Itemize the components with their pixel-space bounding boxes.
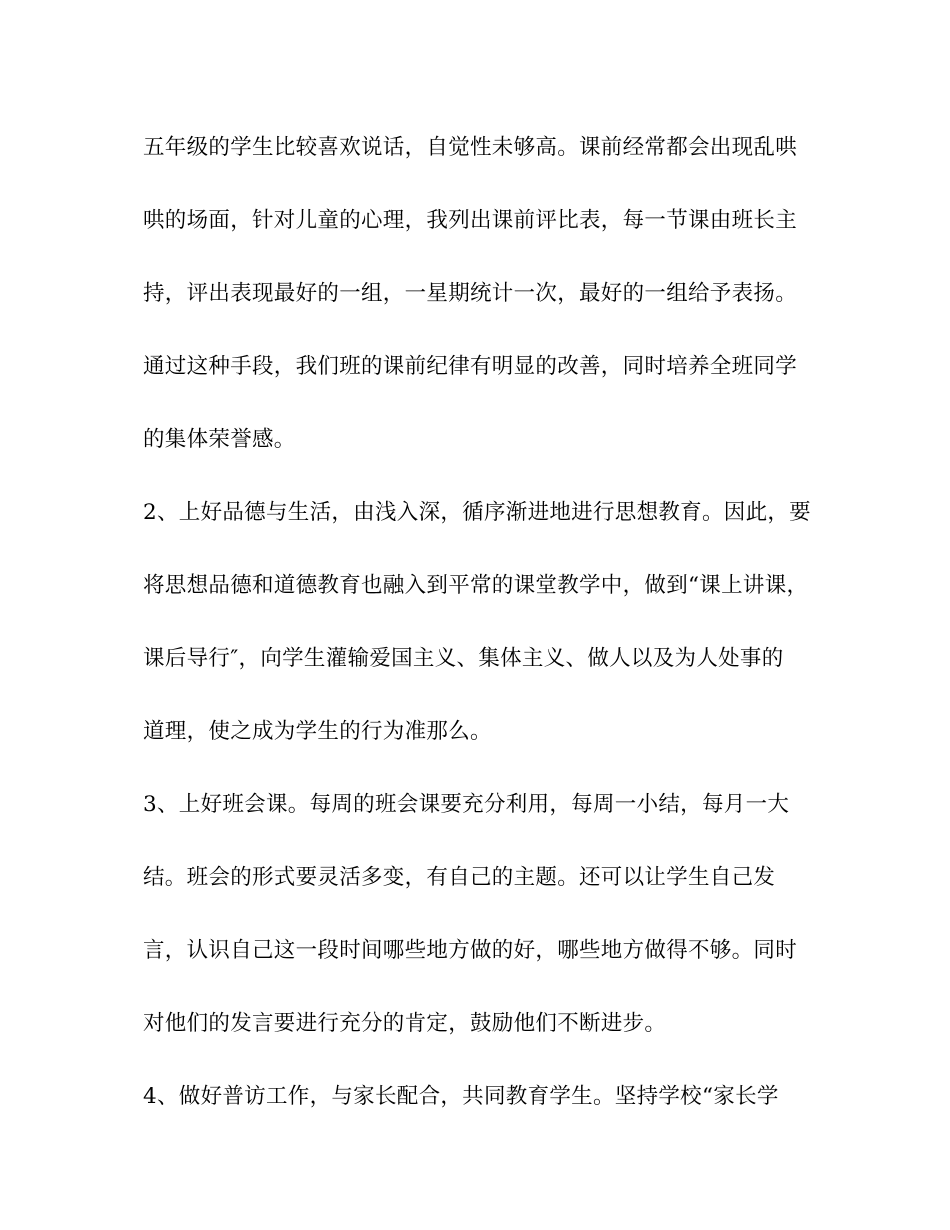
text-line-13: 对他们的发言要进行充分的肯定，鼓励他们不断进步。	[143, 1011, 667, 1036]
text-line-14: 4、做好普访工作，与家长配合，共同教育学生。坚持学校“家长学	[143, 1084, 779, 1109]
text-line-12: 言，认识自己这一段时间哪些地方做的好，哪些地方做得不够。同时	[143, 938, 798, 963]
text-line-1: 五年级的学生比较喜欢说话，自觉性未够高。课前经常都会出现乱哄	[143, 135, 798, 160]
text-line-10: 3、上好班会课。每周的班会课要充分利用，每周一小结，每月一大	[143, 792, 790, 817]
text-line-6: 2、上好品德与生活，由浅入深，循序渐进地进行思想教育。因此，要	[143, 500, 811, 525]
text-line-9: 道理，使之成为学生的行为准那么。	[143, 719, 492, 744]
text-line-2: 哄的场面，针对儿童的心理，我列出课前评比表，每一节课由班长主	[143, 208, 798, 233]
text-line-5: 的集体荣誉感。	[143, 427, 296, 452]
text-line-3: 持，评出表现最好的一组，一星期统计一次，最好的一组给予表扬。	[143, 281, 798, 306]
text-line-4: 通过这种手段，我们班的课前纪律有明显的改善，同时培养全班同学	[143, 354, 798, 379]
text-line-11: 结。班会的形式要灵活多变，有自己的主题。还可以让学生自己发	[143, 865, 776, 890]
text-line-8: 课后导行″，向学生灌输爱国主义、集体主义、做人以及为人处事的	[143, 646, 784, 671]
text-line-7: 将思想品德和道德教育也融入到平常的课堂教学中，做到“课上讲课，	[143, 573, 809, 598]
